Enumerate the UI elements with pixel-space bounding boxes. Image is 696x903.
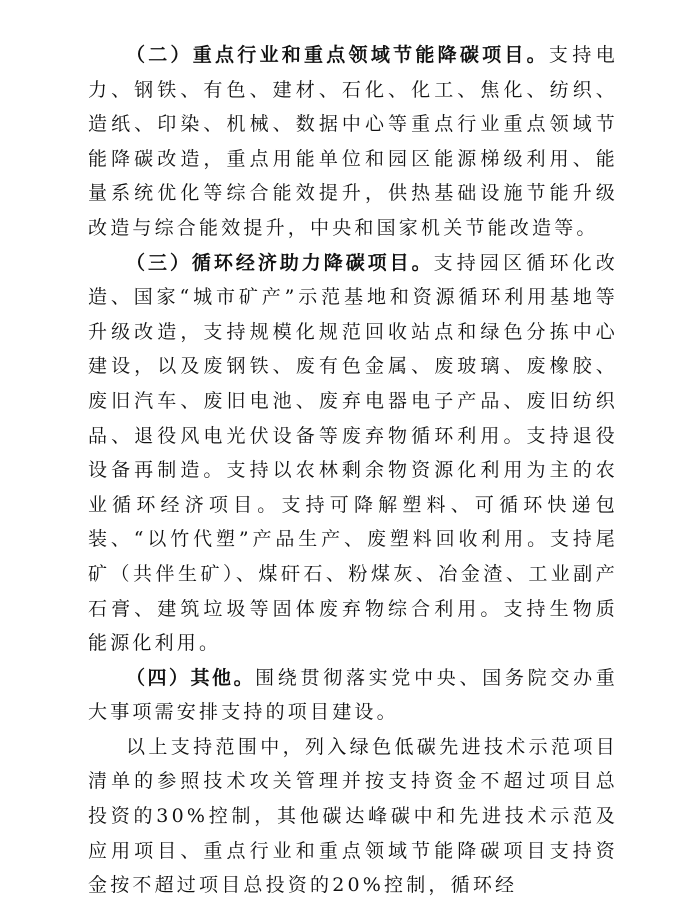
paragraph-heading: （二）重点行业和重点领域节能降碳项目。	[126, 44, 549, 66]
paragraph-other-projects	[88, 661, 618, 730]
document-page	[88, 38, 618, 903]
paragraph-heading: （三）循环经济助力降碳项目。	[126, 251, 434, 274]
paragraph-body: 支持电力、钢铁、有色、建材、石化、化工、焦化、纺织、造纸、印染、机械、数据中心等重点行业重点领域节能降碳改造，重点用能单位和园区能源梯级利用、能量系统优化等综合能效提升，供热基础设施节能升级改造与综合能效提升，中央和国家机关节能改造等。	[88, 44, 618, 239]
paragraph-body: 围绕贯彻落实党中央、国务院交办重大事项需安排支持的项目建设。	[88, 666, 618, 724]
paragraph-body: 以上支持范围中，列入绿色低碳先进技术示范项目清单的参照技术攻关管理并按支持资金不超过项目总投资的30%控制，其他碳达峰碳中和先进技术示范及应用项目、重点行业和重点领域节能降碳项目支持资金按不超过项目总投资的20%控制，循环经	[88, 735, 618, 897]
paragraph-heading: （四）其他。	[126, 666, 256, 689]
paragraph-energy-saving-projects	[88, 38, 618, 246]
paragraph-circular-economy-projects	[88, 246, 618, 661]
paragraph-body: 支持园区循环化改造、国家“城市矿产”示范基地和资源循环利用基地等升级改造，支持规模化规范回收站点和绿色分拣中心建设，以及废钢铁、废有色金属、废玻璃、废橡胶、废旧汽车、废旧电池、废弃电器电子产品、废旧纺织品、退役风电光伏设备等废弃物循环利用。支持退役设备再制造。支持以农林剩余物资源化利用为主的农业循环经济项目。支持可降解塑料、可循环快递包装、“以竹代塑”产品生产、废塑料回收利用。支持尾矿（共伴生矿）、煤矸石、粉煤灰、冶金渣、工业副产石膏、建筑垃圾等固体废弃物综合利用。支持生物质能源化利用。	[88, 251, 618, 655]
paragraph-funding-limits	[88, 730, 618, 903]
